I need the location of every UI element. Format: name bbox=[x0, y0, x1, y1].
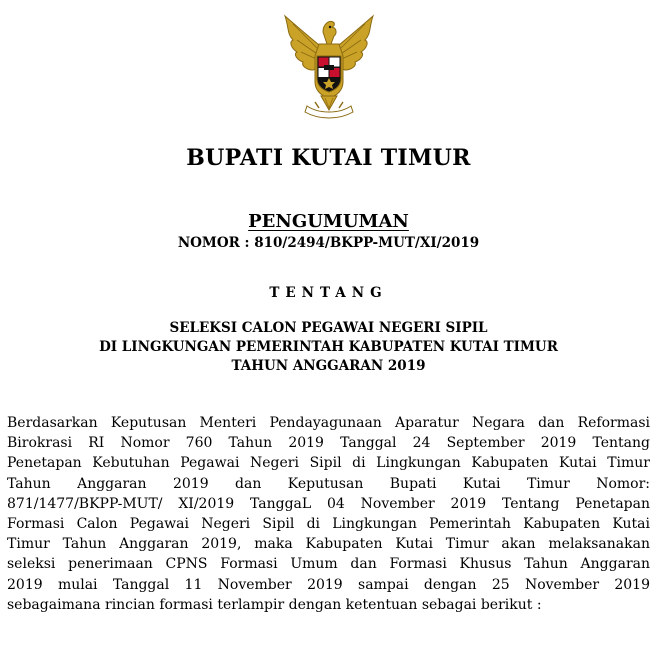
garuda-pancasila-emblem-icon bbox=[279, 10, 379, 122]
body-line: Birokrasi RI Nomor 760 Tahun 2019 Tanggal 24 September 2019 Tentang bbox=[7, 435, 650, 452]
body-line: sebagaimana rincian formasi terlampir dengan ketentuan sebagai berikut : bbox=[7, 596, 542, 613]
issuer-title: BUPATI KUTAI TIMUR bbox=[186, 145, 471, 171]
body-line: 2019 mulai Tanggal 11 November 2019 sampai dengan 25 November 2019 bbox=[7, 576, 650, 593]
subject-line: DI LINGKUNGAN PEMERINTAH KABUPATEN KUTAI TIMUR bbox=[99, 339, 558, 355]
body-line: 871/1477/BKPP-MUT/ XI/2019 TanggaL 04 November 2019 Tentang Penetapan bbox=[7, 495, 650, 512]
body-line: Formasi Calon Pegawai Negeri Sipil di Lingkungan Pemerintah Kabupaten Kutai bbox=[7, 516, 650, 533]
body-paragraph bbox=[7, 413, 650, 615]
body-line: Berdasarkan Keputusan Menteri Pendayagunaan Aparatur Negara dan Reformasi bbox=[7, 415, 650, 431]
subject-line: TAHUN ANGGARAN 2019 bbox=[231, 358, 426, 374]
announcement-number: NOMOR : 810/2494/BKPP-MUT/XI/2019 bbox=[177, 235, 480, 251]
body-line: Penetapan Kebutuhan Pegawai Negeri Sipil di Lingkungan Kabupaten Kutai Timur bbox=[7, 455, 650, 472]
body-line: seleksi penerimaan CPNS Formasi Umum dan Formasi Khusus Tahun Anggaran bbox=[7, 556, 650, 573]
subject-line: SELEKSI CALON PEGAWAI NEGERI SIPIL bbox=[169, 320, 488, 336]
body-line: Tahun Anggaran 2019 dan Keputusan Bupati Kutai Timur Nomor: bbox=[7, 475, 650, 492]
about-label: TENTANG bbox=[269, 285, 388, 301]
body-line: Timur Tahun Anggaran 2019, maka Kabupaten Kutai Timur akan melaksanakan bbox=[7, 536, 650, 553]
announcement-title: PENGUMUMAN bbox=[248, 211, 409, 232]
